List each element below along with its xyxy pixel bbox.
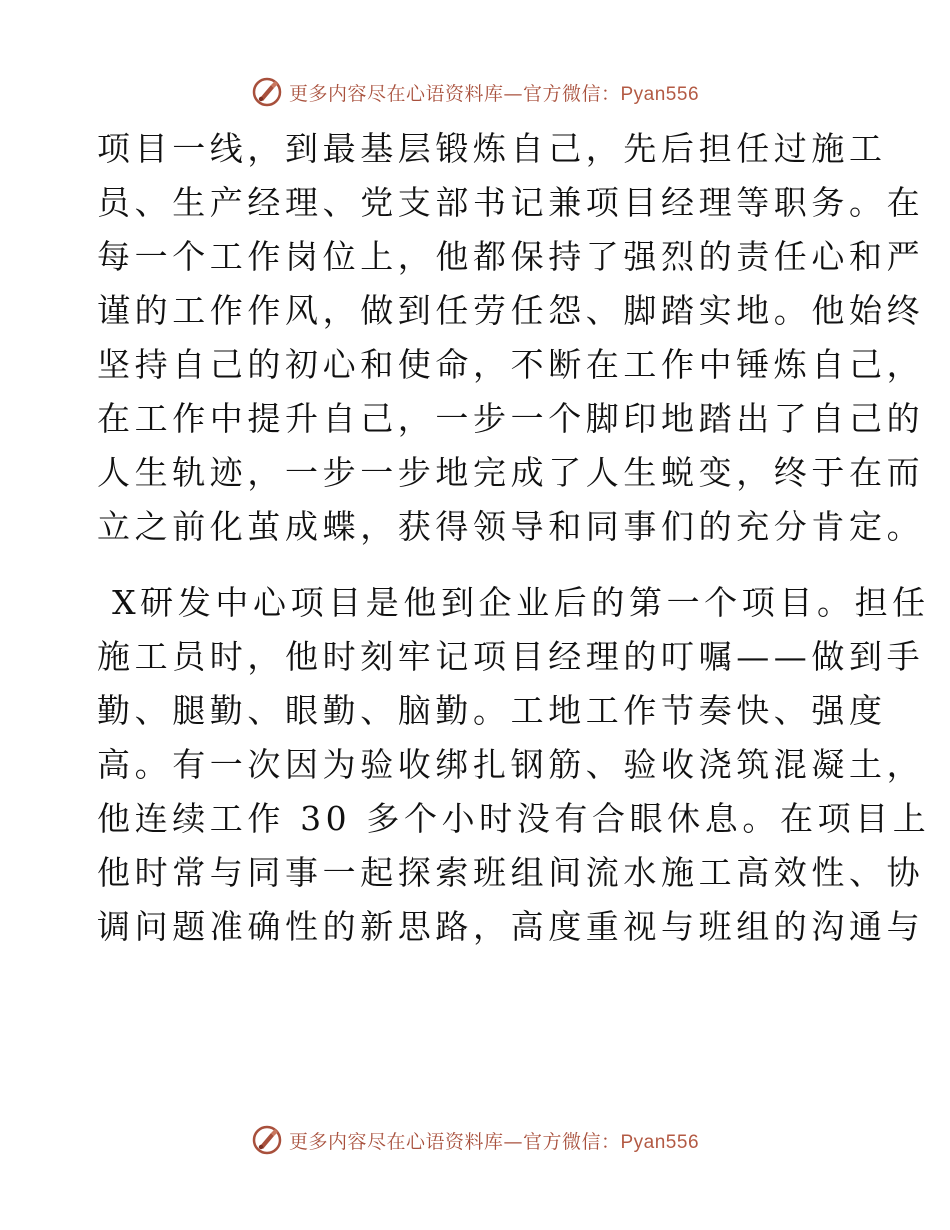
page-footer-watermark [0,1120,950,1160]
text-line: 在工作中提升自己，一步一个脚印地踏出了自己的 [97,399,925,438]
watermark-main: 更多内容尽在心语资料库 [288,1130,504,1153]
watermark-id: Pyan556 [620,1131,700,1153]
paragraph-1 [97,122,925,554]
text-line: 勤、腿勤、眼勤、脑勤。工地工作节奏快、强度 [97,691,887,730]
text-line: 谨的工作作风，做到任劳任怨、脚踏实地。他始终 [97,291,925,330]
page-header-watermark [0,72,950,112]
text-line: 他连续工作 30 多个小时没有合眼休息。在项目上 [97,799,931,838]
text-line: 高。有一次因为验收绑扎钢筋、验收浇筑混凝土， [97,745,925,784]
watermark-text [289,79,699,106]
watermark-separator: — [503,1130,523,1153]
document-body [97,122,931,954]
text-line: 立之前化茧成蝶，获得领导和同事们的充分肯定。 [97,507,925,546]
watermark-contact: 官方微信： [522,1130,621,1153]
text-line: 坚持自己的初心和使命，不断在工作中锤炼自己， [97,345,925,384]
watermark-text [289,1127,699,1154]
text-line: 施工员时，他时刻牢记项目经理的叮嘱——做到手 [97,637,925,676]
watermark-main: 更多内容尽在心语资料库 [288,82,504,105]
watermark-id: Pyan556 [620,83,700,105]
watermark-logo-icon [251,1124,283,1156]
text-line: 人生轨迹，一步一步地完成了人生蜕变，终于在而 [97,453,925,492]
text-line: X研发中心项目是他到企业后的第一个项目。担任 [97,583,930,622]
paragraph-2 [97,576,931,954]
watermark-logo-icon [251,76,283,108]
text-line: 每一个工作岗位上，他都保持了强烈的责任心和严 [97,237,925,276]
text-line: 调问题准确性的新思路，高度重视与班组的沟通与 [97,907,925,946]
watermark-contact: 官方微信： [522,82,621,105]
text-line: 他时常与同事一起探索班组间流水施工高效性、协 [97,853,925,892]
text-line: 员、生产经理、党支部书记兼项目经理等职务。在 [97,183,925,222]
watermark-separator: — [503,82,523,105]
text-line: 项目一线，到最基层锻炼自己，先后担任过施工 [97,129,887,168]
